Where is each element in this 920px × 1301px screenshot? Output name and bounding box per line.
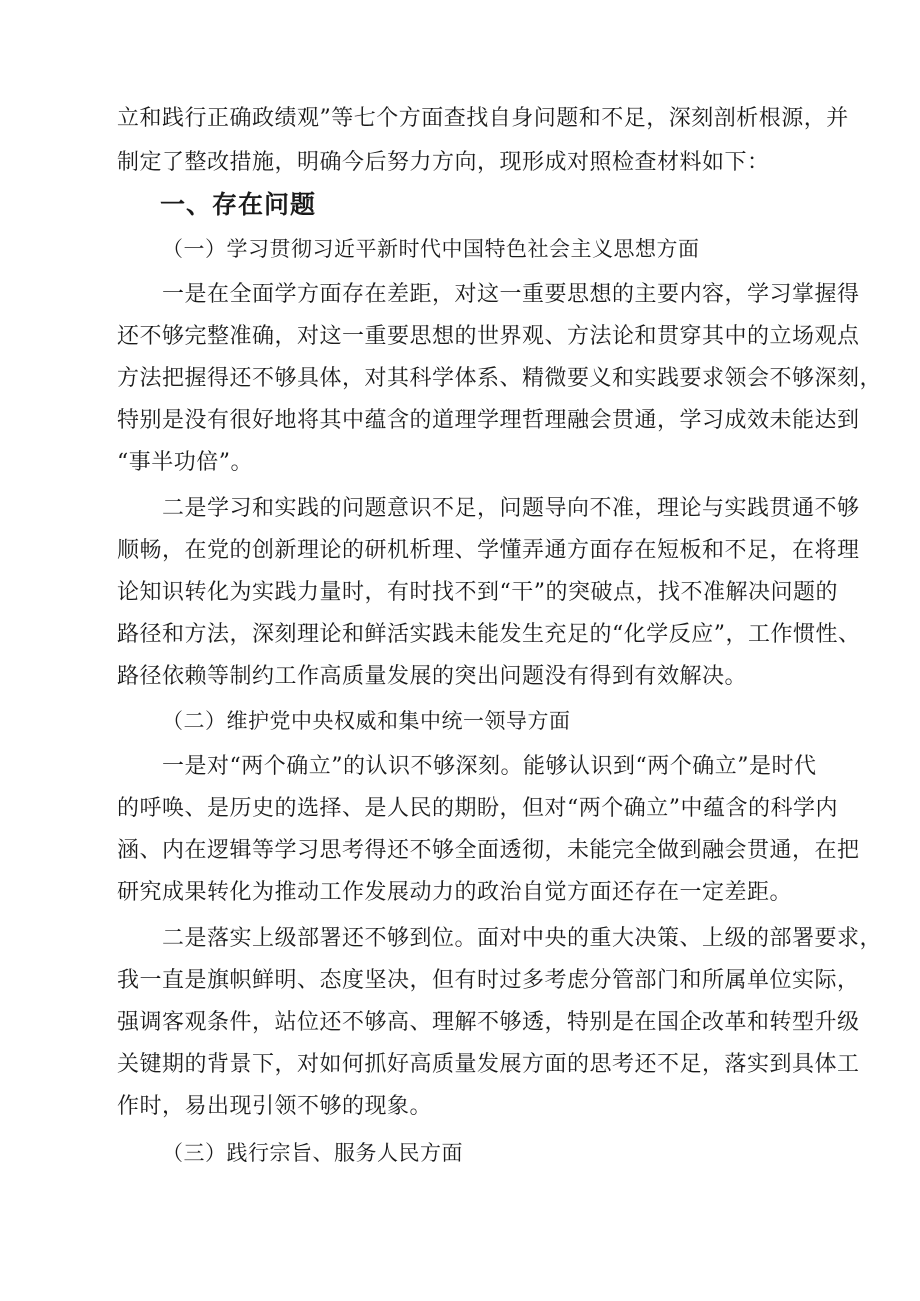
paragraph-line: 特别是没有很好地将其中蕴含的道理学理哲理融会贯通，学习成效未能达到 — [117, 408, 860, 433]
section-heading: 一、存在问题 — [160, 190, 317, 219]
intro-line-2: 制定了整改措施，明确今后努力方向，现形成对照检查材料如下： — [117, 150, 770, 175]
paragraph-line: 的呼唤、是历史的选择、是人民的期盼，但对“两个确立”中蕴含的科学内 — [117, 796, 838, 821]
paragraph-line: 强调客观条件，站位还不够高、理解不够透，特别是在国企改革和转型升级 — [117, 1010, 860, 1035]
paragraph-line: 论知识转化为实践力量时，有时找不到“干”的突破点，找不准解决问题的 — [117, 580, 838, 605]
paragraph-line: 二是落实上级部署还不够到位。面对中央的重大决策、上级的部署要求， — [162, 926, 883, 951]
paragraph-line: 顺畅，在党的创新理论的研机析理、学懂弄通方面存在短板和不足，在将理 — [117, 538, 860, 563]
paragraph-line: 我一直是旗帜鲜明、态度坚决，但有时过多考虑分管部门和所属单位实际， — [117, 968, 860, 993]
paragraph-line: 涵、内在逻辑等学习思考得还不够全面透彻，未能完全做到融会贯通，在把 — [117, 838, 860, 863]
paragraph-line: 路径和方法，深刻理论和鲜活实践未能发生充足的“化学反应”，工作惯性、 — [117, 622, 861, 647]
paragraph-line: 研究成果转化为推动工作发展动力的政治自觉方面还存在一定差距。 — [117, 880, 793, 905]
paragraph-line: 路径依赖等制约工作高质量发展的突出问题没有得到有效解决。 — [117, 664, 748, 689]
subsection-title-3: （三）践行宗旨、服务人民方面 — [162, 1141, 463, 1165]
paragraph-line: 一是对“两个确立”的认识不够深刻。能够认识到“两个确立”是时代 — [162, 754, 817, 779]
paragraph-line: 方法把握得还不够具体，对其科学体系、精微要义和实践要求领会不够深刻， — [117, 366, 883, 391]
intro-line-1: 立和践行正确政绩观”等七个方面查找自身问题和不足，深刻剖析根源，并 — [117, 106, 849, 131]
subsection-title-2: （二）维护党中央权威和集中统一领导方面 — [162, 709, 571, 733]
paragraph-line: 作时，易出现引领不够的现象。 — [117, 1094, 433, 1119]
paragraph-line: 一是在全面学方面存在差距，对这一重要思想的主要内容，学习掌握得 — [162, 282, 860, 307]
subsection-title-1: （一）学习贯彻习近平新时代中国特色社会主义思想方面 — [162, 237, 700, 261]
paragraph-line: 还不够完整准确，对这一重要思想的世界观、方法论和贯穿其中的立场观点 — [117, 324, 860, 349]
paragraph-line: 关键期的背景下，对如何抓好高质量发展方面的思考还不足，落实到具体工 — [117, 1052, 860, 1077]
paragraph-line: “事半功倍”。 — [117, 450, 253, 475]
paragraph-line: 二是学习和实践的问题意识不足，问题导向不准，理论与实践贯通不够 — [162, 496, 860, 521]
